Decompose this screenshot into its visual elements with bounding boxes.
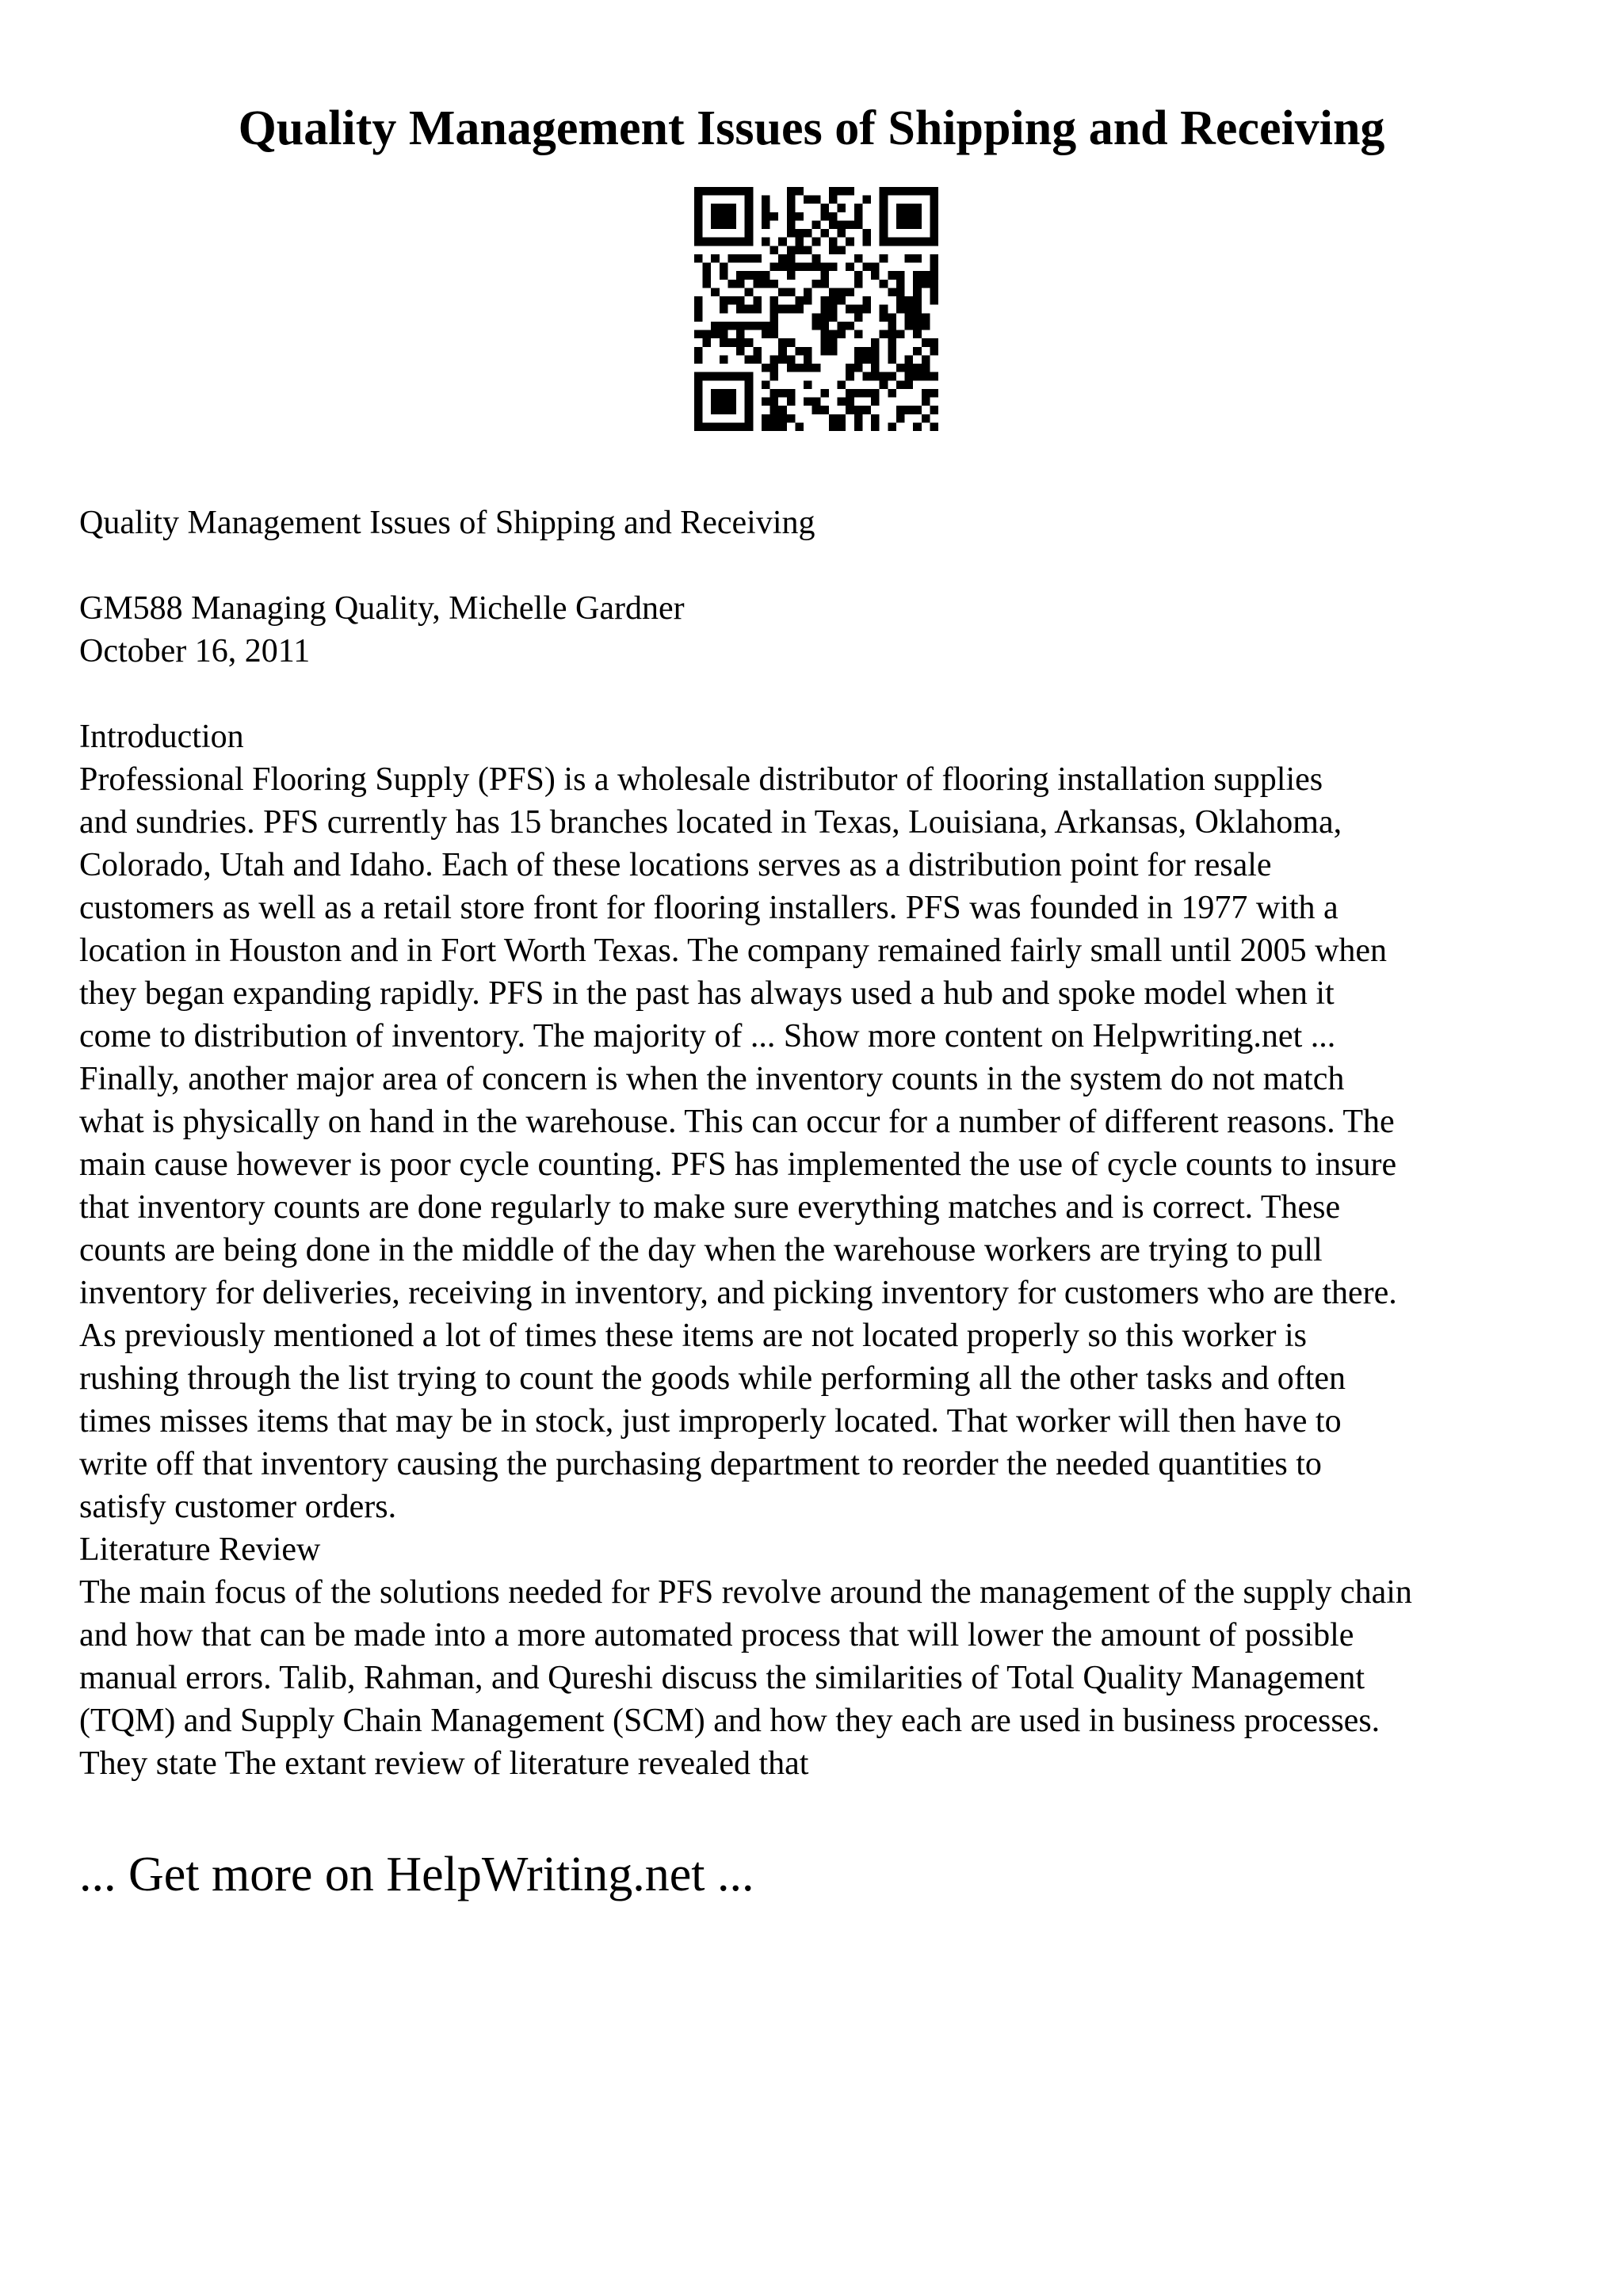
document-subtitle: Quality Management Issues of Shipping and Receiving xyxy=(79,505,815,541)
literature-review-heading: Literature Review xyxy=(79,1531,321,1568)
introduction-body: Professional Flooring Supply (PFS) is a wholesale distributor of flooring installation supplies and sundries. PFS currently has 15 branches located in Texas, Louisiana, Arkansas, Oklahoma, Colorado, Utah and Idaho. Each of these locations serves as a distribution point for resale customers as well as a retail store front for flooring installers. PFS was founded in 1977 with a location in Houston and in Fort Worth Texas. The company remained fairly small until 2005 when they began expanding rapidly. PFS in the past has always used a hub and spoke model when it come to distribution of inventory. The majority of ... Show more content on Helpwriting.net ... Finally, another major area of concern is when the inventory counts in the system do not match what is physically on hand in the warehouse. This can occur for a number of different reasons. The main cause however is poor cycle counting. PFS has implemented the use of cycle counts to insure that inventory counts are done regularly to make sure everything matches and is correct. These counts are being done in the middle of the day when the warehouse workers are trying to pull inventory for deliveries, receiving in inventory, and picking inventory for customers who are there. As previously mentioned a lot of times these items are not located properly so this worker is rushing through the list trying to count the goods while performing all the other tasks and often times misses items that may be in stock, just improperly located. That worker will then have to write off that inventory causing the purchasing department to reorder the needed quantities to satisfy customer orders. xyxy=(79,761,1397,1525)
date-line: October 16, 2011 xyxy=(79,633,311,669)
get-more-link[interactable]: ... Get more on HelpWriting.net ... xyxy=(79,1848,754,1901)
document-title: Quality Management Issues of Shipping and Receiving xyxy=(238,101,1385,155)
literature-review-body: The main focus of the solutions needed for PFS revolve around the management of the supply chain and how that can be made into a more automated process that will lower the amount of possible manual errors. Talib, Rahman, and Qureshi discuss the similarities of Total Quality Management (TQM) and Supply Chain Management (SCM) and how they each are used in business processes. They state The extant review of literature revealed that xyxy=(79,1574,1412,1782)
qr-code-icon xyxy=(694,187,938,431)
course-line: GM588 Managing Quality, Michelle Gardner xyxy=(79,590,685,627)
introduction-heading: Introduction xyxy=(79,719,244,755)
